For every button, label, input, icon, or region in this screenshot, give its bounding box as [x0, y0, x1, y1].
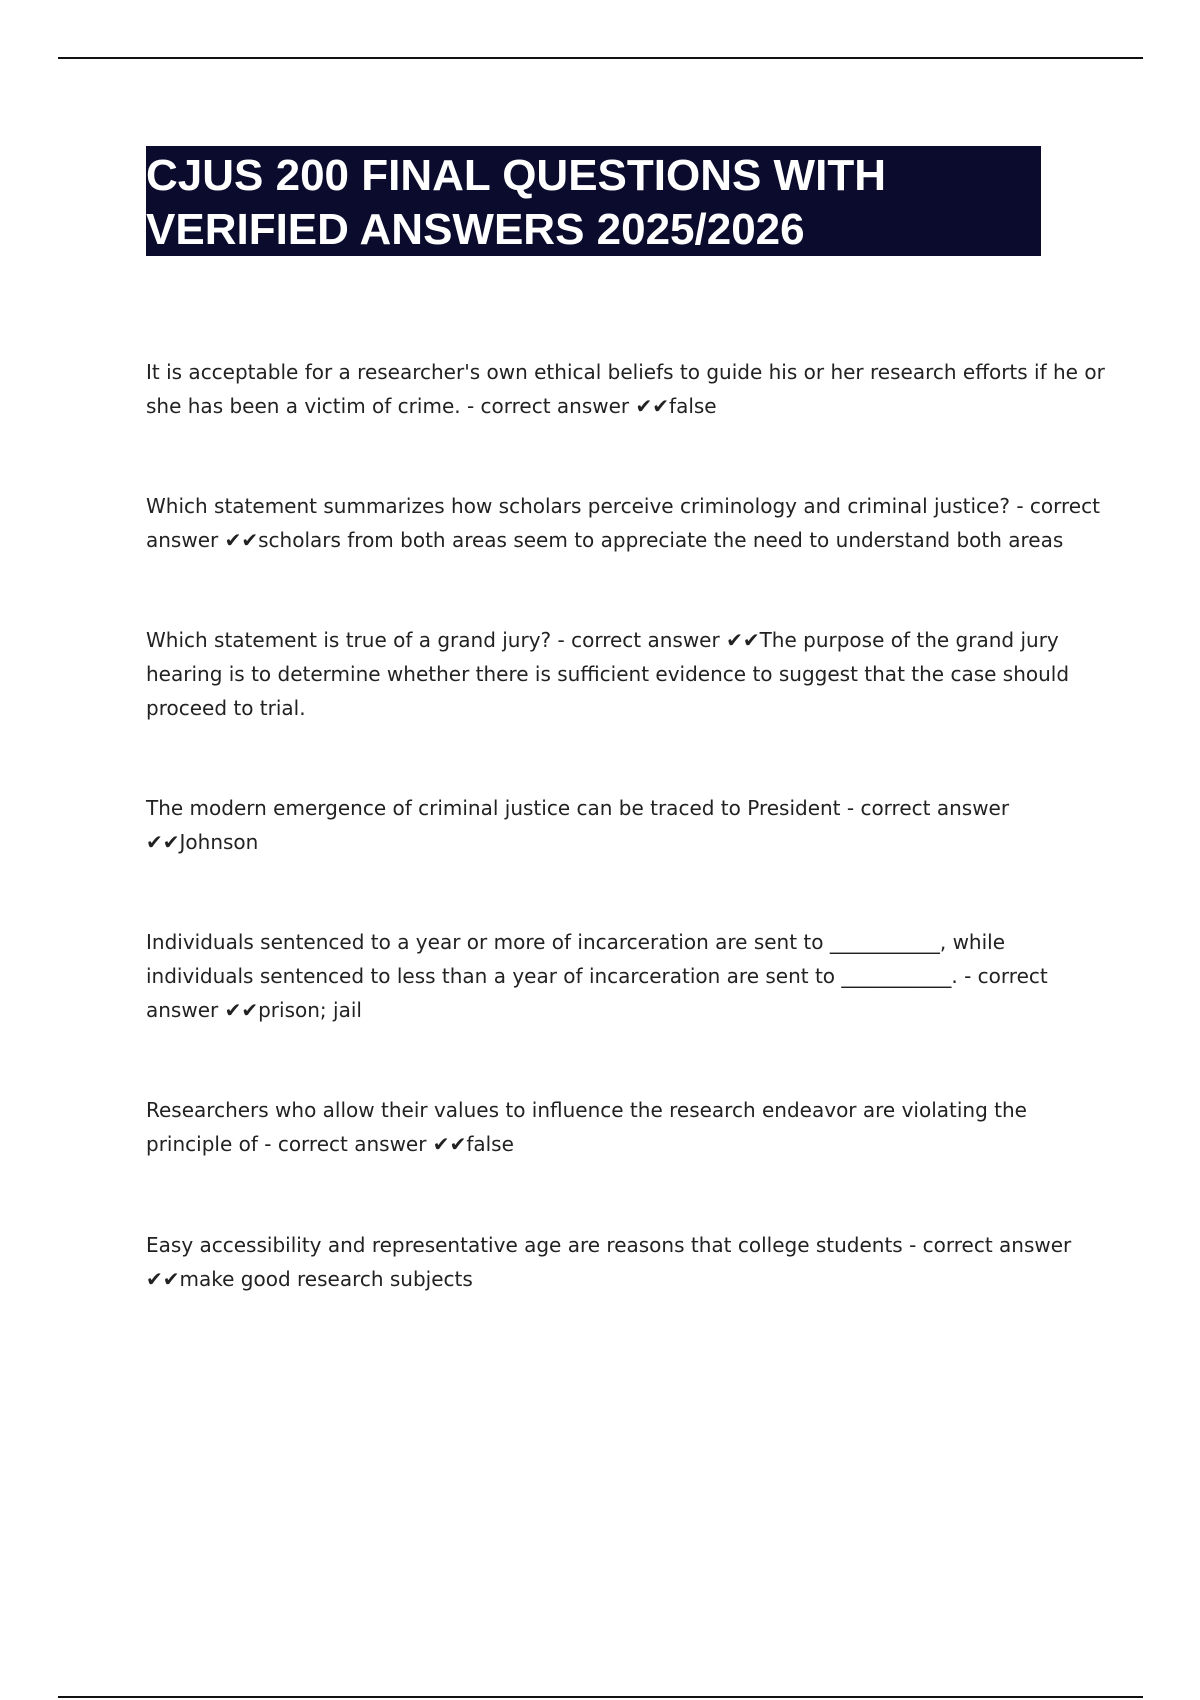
- qa-line: ✔✔make good research subjects: [146, 1267, 473, 1291]
- title-line-2: VERIFIED ANSWERS 2025/2026: [146, 205, 805, 254]
- qa-line: individuals sentenced to less than a year of incarceration are sent to ___________. - correct: [146, 964, 1048, 988]
- qa-line: Which statement summarizes how scholars perceive criminology and criminal justice? - correct: [146, 494, 1100, 518]
- title-line-1: CJUS 200 FINAL QUESTIONS WITH: [146, 151, 886, 200]
- qa-line: proceed to trial.: [146, 696, 306, 720]
- qa-item-7: [146, 1228, 1086, 1296]
- qa-line: Easy accessibility and representative age are reasons that college students - correct answer: [146, 1233, 1072, 1257]
- qa-line: Individuals sentenced to a year or more of incarceration are sent to ___________, while: [146, 930, 1006, 954]
- qa-line: Researchers who allow their values to influence the research endeavor are violating the: [146, 1098, 1027, 1122]
- qa-item-1: [146, 355, 1105, 423]
- qa-line: Which statement is true of a grand jury? - correct answer ✔✔The purpose of the grand jury: [146, 628, 1059, 652]
- qa-item-6: [146, 1093, 1086, 1161]
- qa-item-4: [146, 791, 1086, 859]
- document-title: [146, 146, 1041, 256]
- qa-line: hearing is to determine whether there is sufficient evidence to suggest that the case should: [146, 662, 1070, 686]
- qa-line: It is acceptable for a researcher's own ethical beliefs to guide his or her research efforts if he or: [146, 360, 1105, 384]
- qa-line: principle of - correct answer ✔✔false: [146, 1132, 514, 1156]
- qa-item-3: [146, 623, 1086, 725]
- qa-line: ✔✔Johnson: [146, 830, 259, 854]
- qa-line: answer ✔✔prison; jail: [146, 998, 362, 1022]
- top-rule: [58, 57, 1143, 59]
- qa-line: answer ✔✔scholars from both areas seem to appreciate the need to understand both areas: [146, 528, 1064, 552]
- bottom-rule: [58, 1696, 1143, 1698]
- qa-line: The modern emergence of criminal justice can be traced to President - correct answer: [146, 796, 1010, 820]
- qa-item-2: [146, 489, 1100, 557]
- qa-item-5: [146, 925, 1086, 1027]
- qa-line: she has been a victim of crime. - correct answer ✔✔false: [146, 394, 717, 418]
